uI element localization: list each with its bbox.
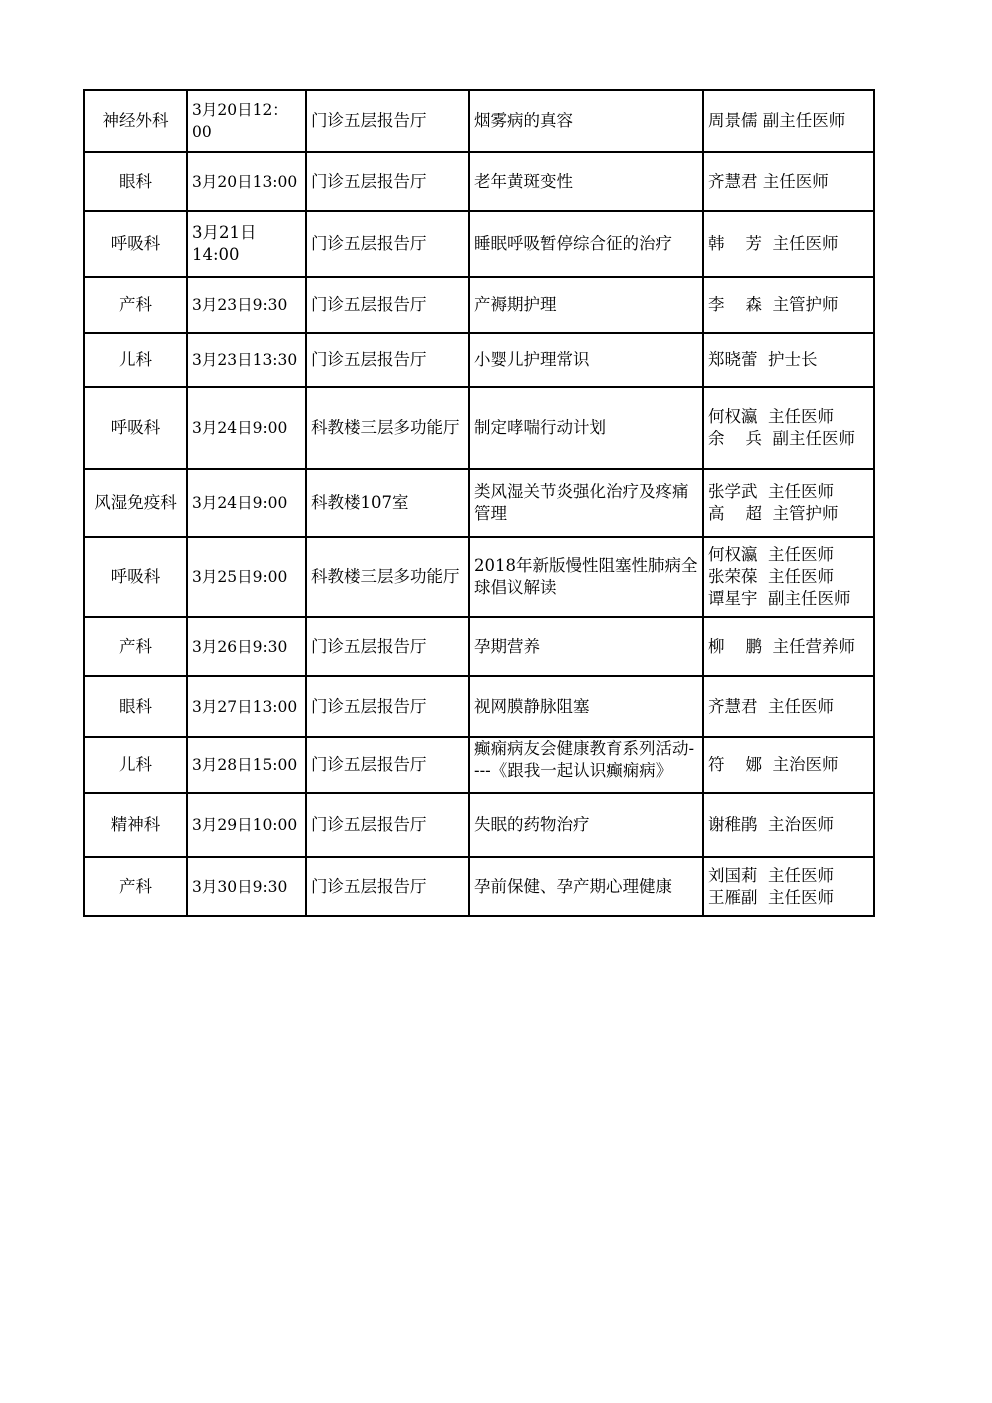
department-cell: 眼科 (84, 152, 187, 211)
topic-cell: 孕前保健、孕产期心理健康 (469, 857, 703, 916)
location-cell: 门诊五层报告厅 (306, 857, 469, 916)
location-cell: 门诊五层报告厅 (306, 90, 469, 152)
speaker-cell (703, 537, 874, 617)
table-row (84, 90, 874, 152)
table-row (84, 617, 874, 676)
speaker-line: 张学武 主任医师 (708, 482, 834, 501)
topic-cell: 2018年新版慢性阻塞性肺病全球倡议解读 (469, 537, 703, 617)
department-cell: 眼科 (84, 676, 187, 737)
time-cell: 3月30日9:30 (187, 857, 306, 916)
table-row (84, 857, 874, 916)
location-cell: 门诊五层报告厅 (306, 277, 469, 333)
department-cell: 产科 (84, 617, 187, 676)
speaker-cell (703, 90, 874, 152)
speaker-line: 周景儒 副主任医师 (708, 111, 846, 130)
time-cell: 3月23日13:30 (187, 333, 306, 387)
topic-cell: 老年黄斑变性 (469, 152, 703, 211)
topic-cell: 产褥期护理 (469, 277, 703, 333)
location-cell: 门诊五层报告厅 (306, 617, 469, 676)
time-cell: 3月24日9:00 (187, 387, 306, 469)
department-cell: 产科 (84, 857, 187, 916)
time-cell: 3月25日9:00 (187, 537, 306, 617)
speaker-line: 符 娜 主治医师 (708, 755, 839, 774)
location-cell: 门诊五层报告厅 (306, 211, 469, 277)
time-text: 3月21日14:00 (192, 223, 257, 264)
time-cell: 3月24日9:00 (187, 469, 306, 537)
topic-text: 癫痫病友会健康教育系列活动----《跟我一起认识癫痫病》 (474, 739, 695, 780)
speaker-line: 张荣葆 主任医师 (708, 567, 834, 586)
table-row (84, 737, 874, 793)
table-row (84, 469, 874, 537)
location-cell: 门诊五层报告厅 (306, 333, 469, 387)
speaker-line: 齐慧君 主任医师 (708, 171, 829, 191)
lecture-schedule-table (83, 89, 875, 917)
speaker-line: 何权瀛 主任医师 (708, 407, 834, 426)
speaker-line: 刘国莉 主任医师 (708, 865, 834, 885)
table-row (84, 537, 874, 617)
location-cell: 科教楼三层多功能厅 (306, 387, 469, 469)
table-row (84, 793, 874, 857)
speaker-cell (703, 277, 874, 333)
speaker-line: 余 兵 副主任医师 (708, 429, 855, 448)
speaker-cell (703, 469, 874, 537)
table-row (84, 676, 874, 737)
time-cell (187, 211, 306, 277)
department-cell: 精神科 (84, 793, 187, 857)
speaker-cell (703, 387, 874, 469)
speaker-cell (703, 793, 874, 857)
topic-cell (469, 737, 703, 793)
table-row (84, 211, 874, 277)
department-cell: 儿科 (84, 333, 187, 387)
speaker-line: 高 超 主管护师 (708, 504, 839, 523)
time-cell: 3月28日15:00 (187, 737, 306, 793)
speaker-line: 王雁副 主任医师 (708, 887, 834, 907)
time-cell: 3月23日9:30 (187, 277, 306, 333)
time-cell: 3月29日10:00 (187, 793, 306, 857)
department-cell: 呼吸科 (84, 211, 187, 277)
time-cell: 3月27日13:00 (187, 676, 306, 737)
time-cell: 3月26日9:30 (187, 617, 306, 676)
table-row (84, 152, 874, 211)
speaker-cell (703, 333, 874, 387)
topic-cell: 类风湿关节炎强化治疗及疼痛管理 (469, 469, 703, 537)
location-cell: 门诊五层报告厅 (306, 152, 469, 211)
department-cell: 产科 (84, 277, 187, 333)
department-cell: 呼吸科 (84, 537, 187, 617)
department-cell: 儿科 (84, 737, 187, 793)
location-cell: 门诊五层报告厅 (306, 676, 469, 737)
speaker-cell (703, 737, 874, 793)
location-cell: 门诊五层报告厅 (306, 737, 469, 793)
topic-cell: 烟雾病的真容 (469, 90, 703, 152)
speaker-cell (703, 676, 874, 737)
time-cell: 3月20日13:00 (187, 152, 306, 211)
department-cell: 呼吸科 (84, 387, 187, 469)
topic-cell: 失眠的药物治疗 (469, 793, 703, 857)
speaker-cell (703, 152, 874, 211)
speaker-line: 郑晓蕾 护士长 (708, 350, 818, 369)
topic-cell: 睡眠呼吸暂停综合征的治疗 (469, 211, 703, 277)
location-cell: 科教楼107室 (306, 469, 469, 537)
table-row (84, 277, 874, 333)
time-cell (187, 90, 306, 152)
speaker-cell (703, 617, 874, 676)
topic-cell: 孕期营养 (469, 617, 703, 676)
speaker-cell (703, 857, 874, 916)
topic-cell: 视网膜静脉阻塞 (469, 676, 703, 737)
speaker-line: 李 森 主管护师 (708, 295, 839, 314)
department-cell: 风湿免疫科 (84, 469, 187, 537)
speaker-line: 齐慧君 主任医师 (708, 696, 834, 716)
speaker-cell (703, 211, 874, 277)
topic-cell: 制定哮喘行动计划 (469, 387, 703, 469)
table-row (84, 333, 874, 387)
department-cell: 神经外科 (84, 90, 187, 152)
location-cell: 门诊五层报告厅 (306, 793, 469, 857)
location-cell: 科教楼三层多功能厅 (306, 537, 469, 617)
speaker-line: 柳 鹏 主任营养师 (708, 636, 855, 656)
time-text: 3月20日12：00 (192, 101, 288, 141)
speaker-line: 谭星宇 副主任医师 (708, 589, 851, 608)
speaker-line: 谢稚鹃 主治医师 (708, 815, 834, 834)
speaker-line: 何权瀛 主任医师 (708, 545, 834, 564)
speaker-line: 韩 芳 主任医师 (708, 234, 839, 253)
table-row (84, 387, 874, 469)
topic-cell: 小婴儿护理常识 (469, 333, 703, 387)
